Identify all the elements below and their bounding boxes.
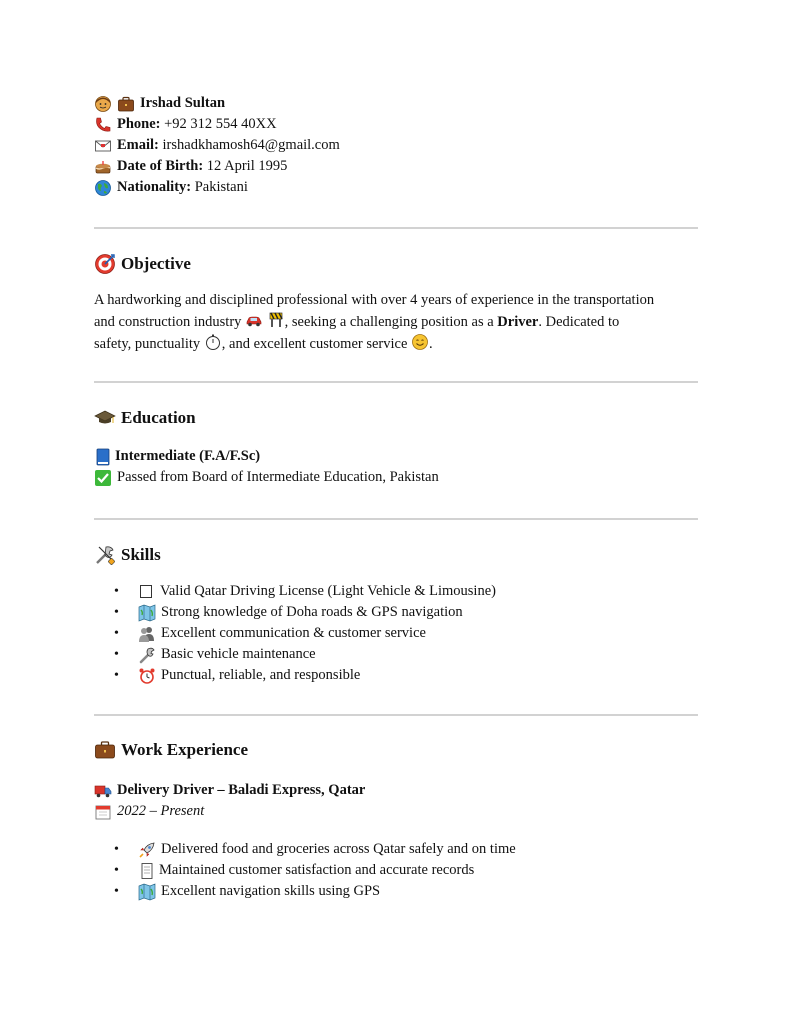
divider	[94, 227, 698, 229]
objective-line-3c: .	[429, 336, 433, 352]
skill-text: Strong knowledge of Doha roads & GPS navigation	[161, 604, 463, 620]
construction-icon	[267, 311, 285, 329]
objective-line-3a: safety, punctuality	[94, 336, 201, 352]
phone-label: Phone:	[117, 116, 161, 132]
memo-icon	[138, 862, 156, 880]
education-entry	[94, 446, 439, 488]
skills-title: Skills	[121, 545, 161, 564]
dob-line	[94, 156, 340, 177]
education-heading	[94, 406, 196, 430]
skills-list	[94, 581, 496, 686]
objective-line-2d: . Dedicated to	[538, 314, 620, 330]
person-icon	[94, 95, 112, 113]
experience-text: Excellent navigation skills using GPS	[161, 883, 381, 899]
degree-name: Intermediate (F.A/F.Sc)	[115, 448, 261, 464]
email-label: Email:	[117, 137, 159, 153]
list-item	[94, 602, 496, 623]
objective-role: Driver	[497, 314, 539, 330]
contact-block	[94, 93, 340, 198]
car-icon	[245, 311, 263, 329]
experience-text: Maintained customer satisfaction and accurate records	[159, 862, 475, 878]
objective-text	[94, 290, 698, 355]
briefcase-icon	[117, 95, 135, 113]
bullet: •	[114, 863, 119, 878]
dob-value: 12 April 1995	[206, 158, 288, 174]
name-line	[94, 93, 340, 114]
bullet: •	[114, 605, 119, 620]
divider	[94, 518, 698, 520]
phone-line	[94, 114, 340, 135]
blue-book-icon	[94, 448, 112, 466]
experience-text: Delivered food and groceries across Qatar safely and on time	[161, 841, 516, 857]
list-item	[94, 623, 496, 644]
list-item	[94, 881, 516, 902]
bullet: •	[114, 626, 119, 641]
bullet: •	[114, 647, 119, 662]
period: 2022 – Present	[117, 803, 205, 819]
list-item	[94, 860, 516, 881]
graduation-cap-icon	[94, 407, 116, 429]
nationality-line	[94, 177, 340, 198]
target-icon	[94, 253, 116, 275]
nationality-label: Nationality:	[117, 179, 192, 195]
email-value: irshadkhamosh64@gmail.com	[162, 137, 340, 153]
objective-heading	[94, 252, 191, 276]
map-icon	[138, 604, 156, 622]
alarm-clock-icon	[138, 667, 156, 685]
bullet: •	[114, 584, 119, 599]
objective-title: Objective	[121, 254, 191, 273]
divider	[94, 714, 698, 716]
nationality-value: Pakistani	[194, 179, 248, 195]
bullet: •	[114, 884, 119, 899]
objective-line-2a: and construction industry	[94, 314, 242, 330]
envelope-icon	[94, 137, 112, 155]
phone-value: +92 312 554 40XX	[164, 116, 277, 132]
experience-list	[94, 839, 516, 902]
objective-line-1: A hardworking and disciplined professional with over 4 years of experience in the transportation	[94, 292, 655, 308]
skills-heading	[94, 543, 161, 567]
birthday-cake-icon	[94, 158, 112, 176]
telephone-icon	[94, 116, 112, 134]
stopwatch-icon	[204, 333, 222, 351]
education-title: Education	[121, 408, 196, 427]
skill-text: Basic vehicle maintenance	[161, 646, 316, 662]
skill-text: Excellent communication & customer service	[161, 625, 426, 641]
globe-icon	[94, 179, 112, 197]
map-icon	[138, 883, 156, 901]
role-title: Delivery Driver – Baladi Express, Qatar	[117, 782, 366, 798]
people-icon	[138, 625, 156, 643]
experience-heading	[94, 738, 248, 762]
list-item	[94, 644, 496, 665]
calendar-icon	[94, 803, 112, 821]
role-line	[94, 780, 365, 801]
bullet: •	[114, 668, 119, 683]
objective-line-3b: , and excellent customer service	[221, 336, 408, 352]
missing-glyph-icon	[140, 585, 152, 598]
degree-line	[94, 446, 439, 467]
skill-text: Punctual, reliable, and responsible	[161, 667, 361, 683]
check-mark-icon	[94, 469, 112, 487]
list-item	[94, 839, 516, 860]
objective-line-2b: , seeking a challenging position as a	[284, 314, 494, 330]
smiling-face-icon	[411, 333, 429, 351]
experience-entry	[94, 780, 365, 822]
briefcase-icon	[94, 739, 116, 761]
bullet: •	[114, 842, 119, 857]
skill-text: Valid Qatar Driving License (Light Vehicle & Limousine)	[160, 583, 496, 599]
candidate-name: Irshad Sultan	[140, 95, 226, 111]
list-item	[94, 665, 496, 686]
degree-detail: Passed from Board of Intermediate Education, Pakistan	[117, 469, 439, 485]
degree-detail-line	[94, 467, 439, 488]
list-item	[94, 581, 496, 602]
delivery-truck-icon	[94, 782, 112, 800]
experience-title: Work Experience	[121, 740, 249, 759]
tools-icon	[94, 544, 116, 566]
dob-label: Date of Birth:	[117, 158, 204, 174]
email-line	[94, 135, 340, 156]
divider	[94, 381, 698, 383]
period-line	[94, 801, 365, 822]
rocket-icon	[138, 841, 156, 859]
wrench-icon	[138, 646, 156, 664]
